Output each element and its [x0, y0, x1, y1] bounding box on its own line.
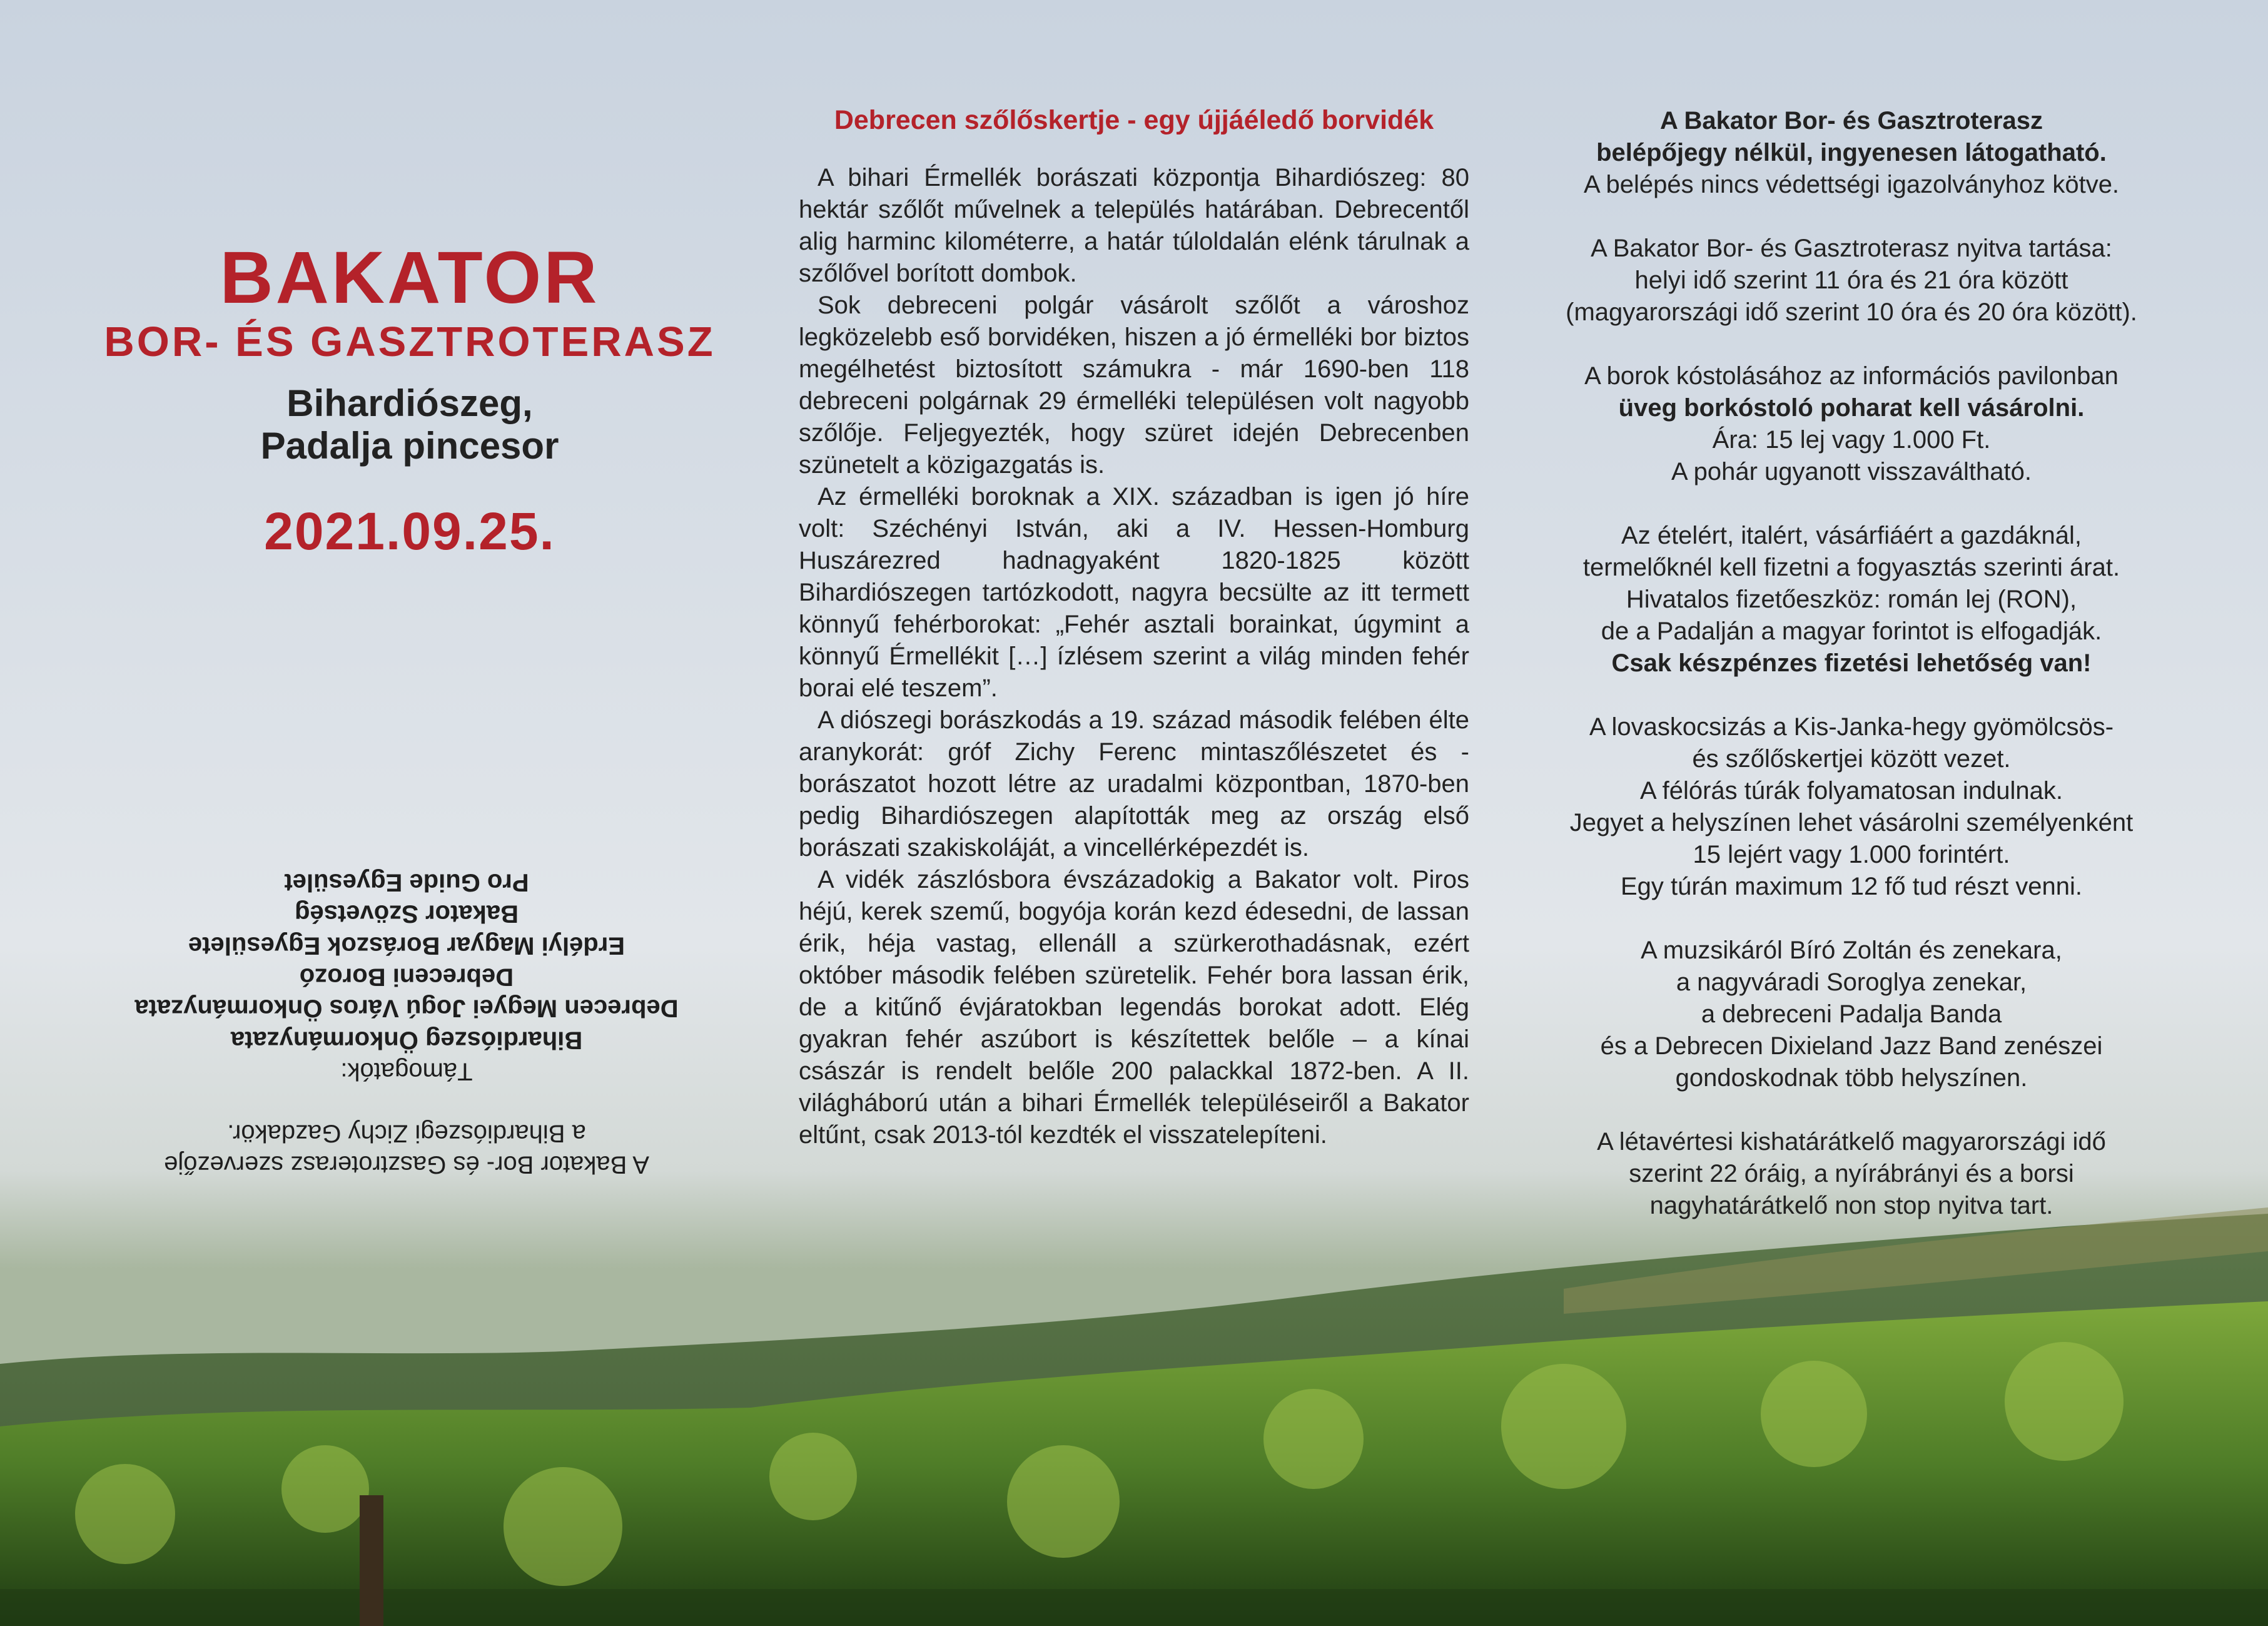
info-line: A lovaskocsizás a Kis-Janka-hegy gyömölcsös- [1589, 713, 2114, 741]
info-line: A Bakator Bor- és Gasztroterasz nyitva tartása: [1591, 235, 2112, 262]
info-line: és a Debrecen Dixieland Jazz Band zenészei [1600, 1032, 2103, 1060]
sponsor-item: Bihardiószeg Önkormányzata [230, 1026, 583, 1054]
info-line: Egy túrán maximum 12 fő tud részt venni. [1620, 873, 2083, 900]
info-line: üveg borkóstoló poharat kell vásárolni. [1618, 394, 2085, 422]
article-title: Debrecen szőlőskertje - egy újjáéledő borvidék [834, 105, 1434, 135]
info-line: Hivatalos fizetőeszköz: román lej (RON), [1626, 586, 2077, 613]
event-subtitle: BOR- ÉS GASZTROTERASZ [104, 318, 716, 365]
info-line: A belépés nincs védettségi igazolványhoz kötve. [1583, 171, 2120, 198]
info-line: a debreceni Padalja Banda [1701, 1000, 2002, 1028]
info-line: nagyhatárátkelő non stop nyitva tart. [1649, 1192, 2053, 1219]
article-paragraph: Az érmelléki boroknak a XIX. században is igen jó híre volt: Széchényi István, aki a IV. Hessen-Homburg Huszárezred hadnagyaként 1820-1825 között Bihardiószegen tartózkodott, nagyra becsülte az itt termett könnyű fehérborokat: „Fehér asztali borainkat, úgymint a könnyű Érmellékit […] ízlésem szerint a világ minden fehér borai elé teszem”. [799, 483, 1469, 702]
info-line: Csak készpénzes fizetési lehetőség van! [1611, 649, 2092, 677]
article-column [799, 105, 1469, 1151]
organizer-line-2: a Bihardiószegi Zichy Gazdakör. [227, 1119, 586, 1147]
info-column [1495, 105, 2208, 1254]
event-title: BAKATOR [220, 236, 600, 319]
info-line: szerint 22 óráig, a nyírábrányi és a borsi [1629, 1160, 2074, 1187]
admission-info [1495, 105, 2208, 201]
border-crossing-info [1495, 1126, 2208, 1222]
info-line: Az ételért, italért, vásárfiáért a gazdáknál, [1621, 522, 2082, 549]
carriage-ride-info [1495, 711, 2208, 903]
article-paragraph: A diószegi borászkodás a 19. század második felében élte aranykorát: gróf Zichy Ferenc mintaszőlészetet és -borászatot hozott létre az uradalmi központban, 1870-ben pedig Bihardiószegen alapították meg az ország első borászati szakiskoláját, a vincellérképezdét is. [799, 706, 1469, 861]
organizers-block-upside-down [100, 866, 713, 1181]
article-paragraph: A vidék zászlósbora évszázadokig a Bakator volt. Piros héjú, kerek szemű, bogyója korán kezd édesedni, de lassan érik, héja vastag, ellenáll a szürkerothadásnak, ezért október második felében szüretelik. Fehér bora lassan érik, de a kitűnő évjáratokban legendás borokat adott. Elég gyakran fehér aszúbort is készítettek belőle – a kínai császár is rendelt belőle 200 palackkal 1872-ben. A II. világháború után a bihari Érmellék településeiről a Bakator eltűnt, csak 2013-tól kezdték el visszatelepíteni. [799, 866, 1469, 1149]
info-line: A félórás túrák folyamatosan indulnak. [1640, 777, 2063, 805]
sponsor-item: Debreceni Borozó [299, 963, 514, 991]
sponsors-label: Támogatók: [340, 1057, 473, 1085]
article-paragraph: A bihari Érmellék borászati központja Bihardiószeg: 80 hektár szőlőt művelnek a település határában. Debrecentől alig harminc kilométerre, a határ túloldalán elénk tárulnak a szőlővel borított dombok. [799, 164, 1469, 287]
info-line: gondoskodnak több helyszínen. [1675, 1064, 2028, 1092]
info-line: A Bakator Bor- és Gasztroterasz [1659, 107, 2043, 135]
sponsor-item: Debrecen Megyei Jogú Város Önkormányzata [134, 994, 679, 1022]
location-line-1: Bihardiószeg, [286, 382, 533, 425]
location-line-2: Padalja pincesor [260, 424, 559, 467]
info-line: 15 lejért vagy 1.000 forintért. [1693, 841, 2010, 868]
left-column [25, 238, 794, 562]
info-line: de a Padalján a magyar forintot is elfogadják. [1601, 617, 2102, 645]
music-info [1495, 935, 2208, 1094]
info-line: Jegyet a helyszínen lehet vásárolni személyenként [1569, 809, 2134, 836]
info-line: és szőlőskertjei között vezet. [1692, 745, 2011, 773]
event-location [25, 382, 794, 466]
info-line: (magyarországi idő szerint 10 óra és 20 óra között). [1566, 298, 2137, 326]
info-line: a nagyváradi Soroglya zenekar, [1676, 968, 2027, 996]
info-line: helyi idő szerint 11 óra és 21 óra között [1634, 267, 2068, 294]
info-line: A muzsikáról Bíró Zoltán és zenekara, [1641, 937, 2062, 964]
info-line: belépőjegy nélkül, ingyenesen látogatható. [1596, 139, 2107, 166]
payment-info [1495, 520, 2208, 679]
info-line: termelőknél kell fizetni a fogyasztás szerinti árat. [1582, 554, 2120, 581]
info-line: A pohár ugyanott visszaváltható. [1671, 458, 2032, 485]
sponsor-item: Pro Guide Egyesület [284, 868, 529, 897]
sponsor-item: Erdélyi Magyar Borászok Egyesülete [188, 932, 625, 960]
article-paragraph: Sok debreceni polgár vásárolt szőlőt a városhoz legközelebb eső borvidéken, hiszen a jó érmelléki bor biztos megélhetést biztosított számukra - már 1690-ben 118 debreceni polgárnak 29 érmelléki településen volt nagyobb szőlője. Feljegyezték, hogy szüret idején Debrecenben szünetelt a közigazgatás is. [799, 292, 1469, 479]
info-line: Ára: 15 lej vagy 1.000 Ft. [1712, 426, 1991, 454]
info-line: A borok kóstolásához az információs pavilonban [1584, 362, 2119, 390]
tasting-glass-info [1495, 360, 2208, 488]
organizer-line-1: A Bakator Bor- és Gasztroterasz szervezője [164, 1151, 649, 1179]
info-line: A létavértesi kishatárátkelő magyarországi idő [1597, 1128, 2106, 1156]
opening-hours-info [1495, 233, 2208, 328]
sponsor-item: Bakator Szövetség [295, 900, 519, 928]
event-date: 2021.09.25. [264, 501, 555, 561]
event-header [25, 238, 794, 562]
